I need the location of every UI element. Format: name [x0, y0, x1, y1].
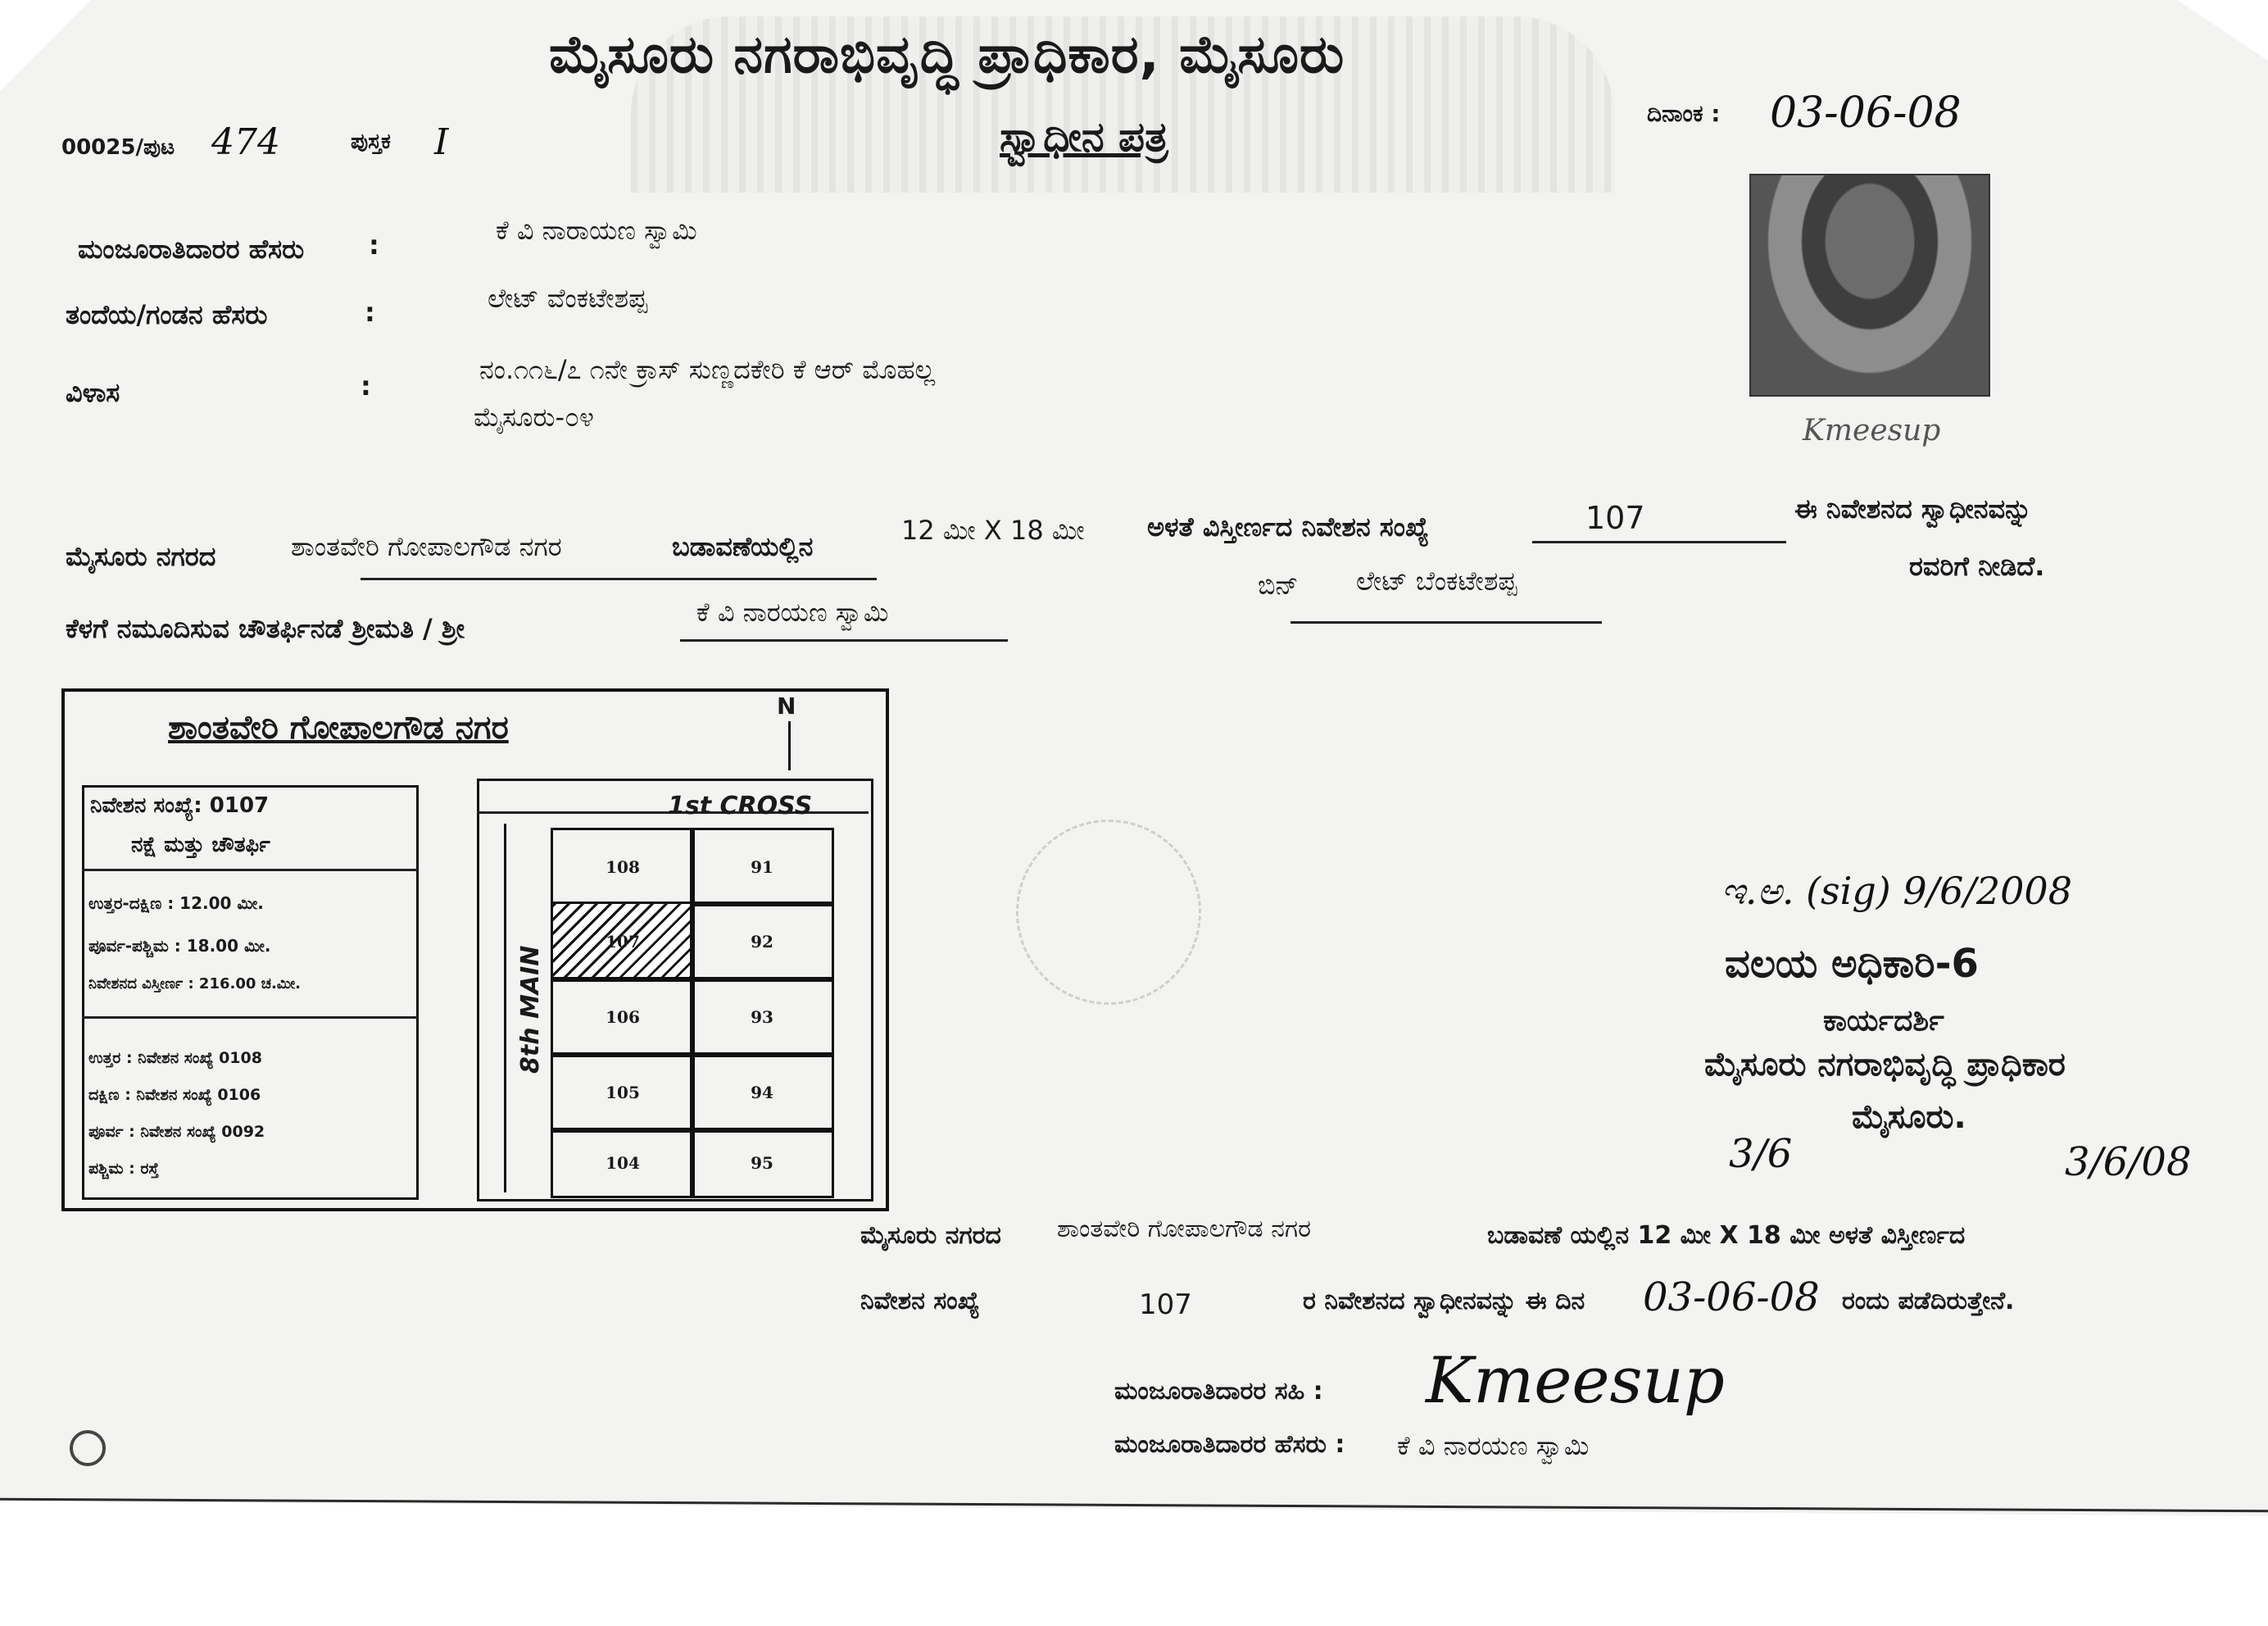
plot-104: 104 — [551, 1128, 695, 1198]
receipt-line-2b: ರಂದು ಪಡೆದಿರುತ್ತೇನೆ. — [1842, 1287, 2015, 1315]
date-label: ದಿನಾಂಕ : — [1647, 100, 1721, 127]
plan-title: ಶಾಂತವೇರಿ ಗೋಪಾಲಗೌಡ ನಗರ — [168, 709, 509, 747]
underline — [1532, 541, 1786, 543]
plot-92: 92 — [690, 902, 834, 982]
statement-part-6: ರವರಿಗೆ ನೀಡಿದೆ. — [1909, 551, 2045, 582]
plan-south-boundary: ದಕ್ಷಿಣ : ನಿವೇಶನ ಸಂಖ್ಯೆ 0106 — [88, 1086, 261, 1104]
plan-west-boundary: ಪಶ್ಚಿಮ : ರಸ್ತೆ — [88, 1160, 159, 1178]
plan-north-boundary: ಉತ್ತರ : ನಿವೇಶನ ಸಂಖ್ಯೆ 0108 — [88, 1049, 262, 1067]
statement-part-1: ಮೈಸೂರು ನಗರದ — [66, 541, 216, 572]
book-label: ಪುಸ್ತಕ — [351, 129, 391, 154]
statement-site-number: 107 — [1585, 500, 1645, 536]
plot-91: 91 — [690, 828, 834, 906]
divider — [82, 1016, 418, 1019]
date-handwritten: 03-06-08 — [1770, 89, 1962, 138]
punch-hole — [70, 1430, 106, 1466]
receipt-line-2: ರ ನಿವೇಶನದ ಸ್ವಾಧೀನವನ್ನು ಈ ದಿನ — [1303, 1287, 1585, 1315]
statement-layout: ಶಾಂತವೇರಿ ಗೋಪಾಲಗೌಡ ನಗರ — [291, 531, 562, 562]
underline — [1290, 621, 1602, 624]
plot-95: 95 — [690, 1128, 834, 1198]
plot-93: 93 — [690, 977, 834, 1057]
officer-initial-right: 3/6/08 — [2065, 1139, 2192, 1185]
address-line-2: ಮೈಸೂರು-೦೪ — [474, 402, 594, 433]
book-handwritten: I — [434, 121, 449, 163]
plot-94: 94 — [690, 1052, 834, 1133]
document-subtitle: ಸ್ವಾಧೀನ ಪತ್ರ — [1000, 113, 1168, 161]
officer-initial-left: 3/6 — [1729, 1131, 1793, 1177]
receipt-line-1b: ಬಡಾವಣೆ ಯಲ್ಲಿನ 12 ಮೀ X 18 ಮೀ ಅಳತೆ ವಿಸ್ತೀರ್ಣದ — [1487, 1221, 1966, 1250]
officer-signature: ಇ.ಅ. (sig) 9/6/2008 — [1721, 869, 2072, 913]
address-label: ವಿಳಾಸ — [66, 377, 120, 408]
underline — [361, 578, 877, 580]
ref-number: 00025/ಪುಟ — [61, 135, 175, 160]
statement-part-2: ಬಡಾವಣೆಯಲ್ಲಿನ — [672, 531, 814, 562]
plot-106: 106 — [551, 977, 695, 1057]
statement-size: 12 ಮೀ X 18 ಮೀ — [901, 515, 1085, 546]
receipt-date-handwritten: 03-06-08 — [1643, 1274, 1820, 1320]
divider — [82, 869, 418, 871]
receipt-name-value: ಕೆ ವಿ ನಾರಯಣ ಸ್ವಾಮಿ — [1397, 1430, 1590, 1461]
plan-ew-dimension: ಪೂರ್ವ-ಪಶ್ಚಿಮ : 18.00 ಮೀ. — [88, 936, 271, 956]
main-road-line — [504, 824, 506, 1192]
plan-east-boundary: ಪೂರ್ವ : ನಿವೇಶನ ಸಂಖ್ಯೆ 0092 — [88, 1123, 265, 1141]
address-line-1: ನಂ.೧೧೬/೭ ೧ನೇ ಕ್ರಾಸ್ ಸುಣ್ಣದಕೇರಿ ಕೆ ಆರ್ ಮೊಹಲ್ಲ — [479, 354, 936, 385]
statement-part-4: ಈ ನಿವೇಶನದ ಸ್ವಾಧೀನವನ್ನು — [1794, 493, 2032, 525]
statement-part-3: ಅಳತೆ ವಿಸ್ತೀರ್ಣದ ನಿವೇಶನ ಸಂಖ್ಯೆ — [1147, 511, 1429, 543]
officer-office: ವಲಯ ಅಧಿಕಾರಿ-6 — [1725, 941, 1979, 987]
photo-signature: Kmeesup — [1803, 414, 1941, 447]
receipt-site-label: ನಿವೇಶನ ಸಂಖ್ಯೆ — [860, 1287, 980, 1315]
plan-map-label: ನಕ್ಷೆ ಮತ್ತು ಚೌತರ್ಫಿ — [131, 833, 270, 857]
receipt-signature-label: ಮಂಜೂರಾತಿದಾರರ ಸಹಿ : — [1114, 1377, 1323, 1406]
plan-site-label: ನಿವೇಶನ ಸಂಖ್ಯೆ: 0107 — [90, 793, 270, 818]
receipt-name-label: ಮಂಜೂರಾತಿದಾರರ ಹೆಸರು : — [1114, 1430, 1345, 1459]
colon: : — [361, 370, 371, 402]
colon: : — [369, 229, 379, 261]
north-arrow-icon — [788, 721, 791, 770]
receipt-signature: Kmeesup — [1426, 1344, 1725, 1418]
allottee-photo — [1749, 174, 1990, 397]
document-title: ಮೈಸೂರು ನಗರಾಭಿವೃದ್ಧಿ ಪ್ರಾಧಿಕಾರ, ಮೈಸೂರು — [549, 25, 1345, 85]
statement-bin: ಬಿನ್ — [1258, 570, 1299, 601]
plot-105: 105 — [551, 1052, 695, 1133]
plot-108: 108 — [551, 828, 695, 906]
receipt-line-1: ಮೈಸೂರು ನಗರದ — [860, 1221, 1001, 1250]
statement-part-5: ಕೆಳಗೆ ನಮೂದಿಸುವ ಚೌತರ್ಫಿನಡೆ ಶ್ರೀಮತಿ / ಶ್ರೀ — [66, 613, 465, 644]
plot-107-highlighted: 107 — [551, 902, 695, 982]
officer-city: ಮೈಸೂರು. — [1852, 1098, 1966, 1136]
receipt-layout: ಶಾಂತವೇರಿ ಗೋಪಾಲಗೌಡ ನಗರ — [1057, 1215, 1311, 1243]
north-label: N — [777, 693, 796, 720]
ref-handwritten: 474 — [211, 121, 280, 163]
colon: : — [365, 297, 375, 328]
underline — [680, 639, 1008, 642]
statement-holder: ಕೆ ವಿ ನಾರಯಣ ಸ್ವಾಮಿ — [696, 597, 889, 628]
name-value: ಕೆ ವಿ ನಾರಾಯಣ ಸ್ವಾಮಿ — [496, 215, 697, 246]
cross-road-label: 1st CROSS — [668, 792, 813, 820]
plan-area: ನಿವೇಶನದ ವಿಸ್ತೀರ್ಣ : 216.00 ಚ.ಮೀ. — [88, 975, 302, 992]
receipt-site-number: 107 — [1139, 1288, 1192, 1321]
father-value: ಲೇಟ್ ವೆಂಕಟೇಶಪ್ಪ — [488, 283, 648, 314]
statement-father: ಲೇಟ್ ಬೆಂಕಟೇಶಪ್ಪ — [1356, 565, 1517, 597]
officer-authority: ಮೈಸೂರು ನಗರಾಭಿವೃದ್ಧಿ ಪ್ರಾಧಿಕಾರ — [1704, 1046, 2066, 1083]
officer-role: ಕಾರ್ಯದರ್ಶಿ — [1823, 1004, 1944, 1038]
plan-ns-dimension: ಉತ್ತರ-ದಕ್ಷಿಣ : 12.00 ಮೀ. — [88, 893, 264, 913]
father-label: ತಂದೆಯ/ಗಂಡನ ಹೆಸರು — [66, 299, 268, 330]
main-road-label: 8th MAIN — [516, 945, 545, 1074]
name-label: ಮಂಜೂರಾತಿದಾರರ ಹೆಸರು — [78, 234, 305, 265]
faint-seal — [1016, 820, 1201, 1005]
